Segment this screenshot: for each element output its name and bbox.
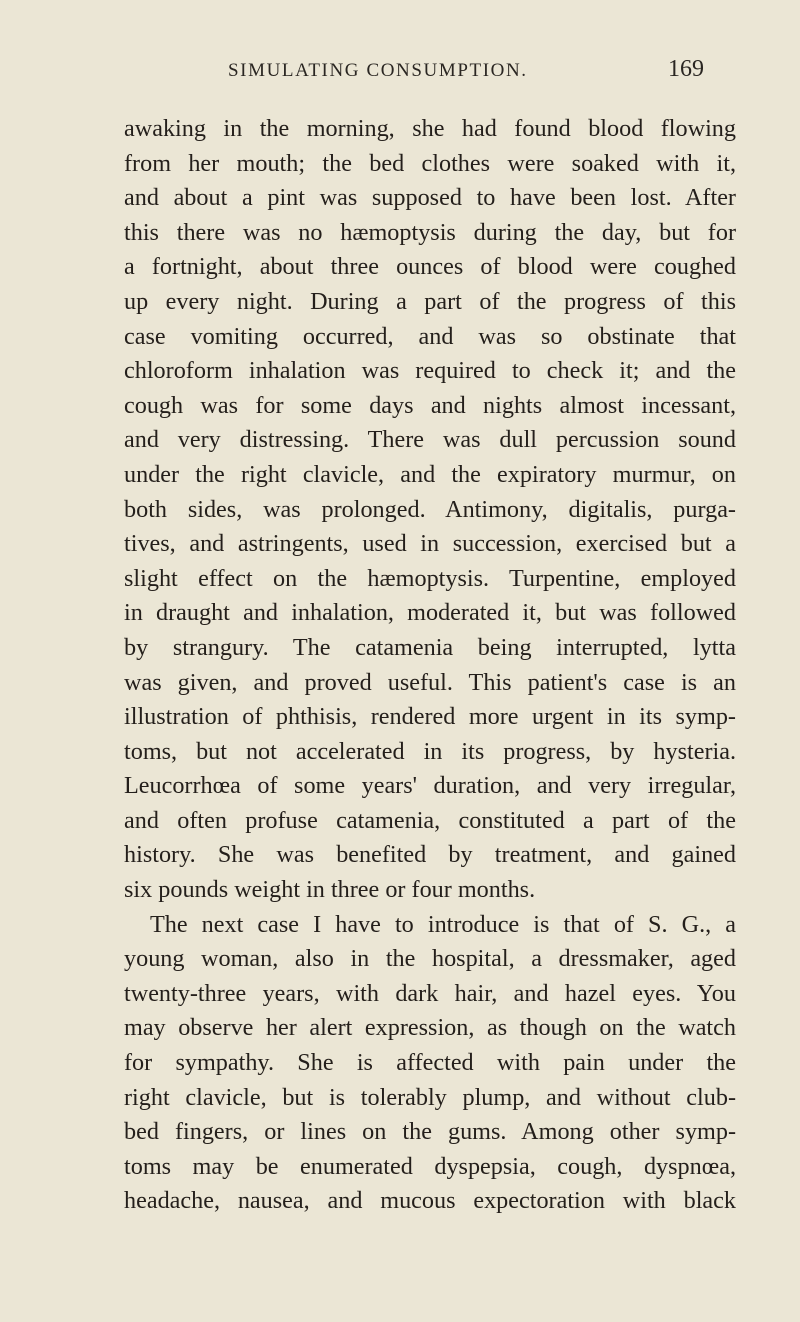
text-line: in draught and inhalation, moderated it, but was followed — [124, 599, 736, 627]
text-line: toms may be enumerated dyspepsia, cough, dyspnœa, — [124, 1152, 736, 1180]
text-line: chloroform inhalation was required to check it; and the — [124, 357, 736, 385]
text-line: right clavicle, but is tolerably plump, and without club- — [124, 1083, 736, 1111]
text-line: and about a pint was supposed to have been lost. After — [124, 184, 736, 212]
text-line: may observe her alert expression, as though on the watch — [124, 1014, 736, 1042]
text-line: under the right clavicle, and the expiratory murmur, on — [124, 460, 736, 488]
text-line: from her mouth; the bed clothes were soaked with it, — [124, 149, 736, 177]
text-line: The next case I have to introduce is that of S. G., a — [150, 910, 736, 938]
paragraph — [124, 908, 736, 1219]
text-line: was given, and proved useful. This patient's case is an — [124, 668, 736, 696]
text-line: and very distressing. There was dull percussion sound — [124, 426, 736, 454]
body-text — [124, 112, 736, 1219]
text-line: a fortnight, about three ounces of blood were coughed — [124, 253, 736, 281]
text-line: both sides, was prolonged. Antimony, digitalis, purga- — [124, 495, 736, 523]
text-line: young woman, also in the hospital, a dressmaker, aged — [124, 945, 736, 973]
text-line: six pounds weight in three or four months. — [124, 876, 536, 904]
running-head — [134, 56, 734, 86]
text-line: this there was no hæmoptysis during the day, but for — [124, 218, 736, 246]
text-line: up every night. During a part of the progress of this — [124, 287, 736, 315]
running-title: SIMULATING CONSUMPTION. — [228, 60, 528, 81]
text-line: slight effect on the hæmoptysis. Turpentine, employed — [124, 564, 736, 592]
text-line: awaking in the morning, she had found blood flowing — [124, 115, 736, 142]
text-line: headache, nausea, and mucous expectoration with black — [124, 1187, 736, 1215]
text-line: bed fingers, or lines on the gums. Among other symp- — [124, 1118, 736, 1146]
text-line: case vomiting occurred, and was so obstinate that — [124, 322, 736, 350]
text-line: for sympathy. She is affected with pain under the — [124, 1049, 736, 1077]
text-line: tives, and astringents, used in succession, exercised but a — [124, 530, 736, 558]
text-line: history. She was benefited by treatment, and gained — [124, 841, 736, 869]
paragraph — [124, 112, 736, 908]
text-line: cough was for some days and nights almost incessant, — [124, 391, 736, 419]
text-line: twenty-three years, with dark hair, and hazel eyes. You — [124, 979, 736, 1007]
text-line: toms, but not accelerated in its progress, by hysteria. — [124, 737, 736, 765]
text-line: illustration of phthisis, rendered more urgent in its symp- — [124, 703, 736, 731]
page-number: 169 — [668, 56, 704, 82]
text-line: by strangury. The catamenia being interrupted, lytta — [124, 633, 736, 661]
text-line: and often profuse catamenia, constituted a part of the — [124, 806, 736, 834]
text-line: Leucorrhœa of some years' duration, and very irregular, — [124, 772, 736, 800]
